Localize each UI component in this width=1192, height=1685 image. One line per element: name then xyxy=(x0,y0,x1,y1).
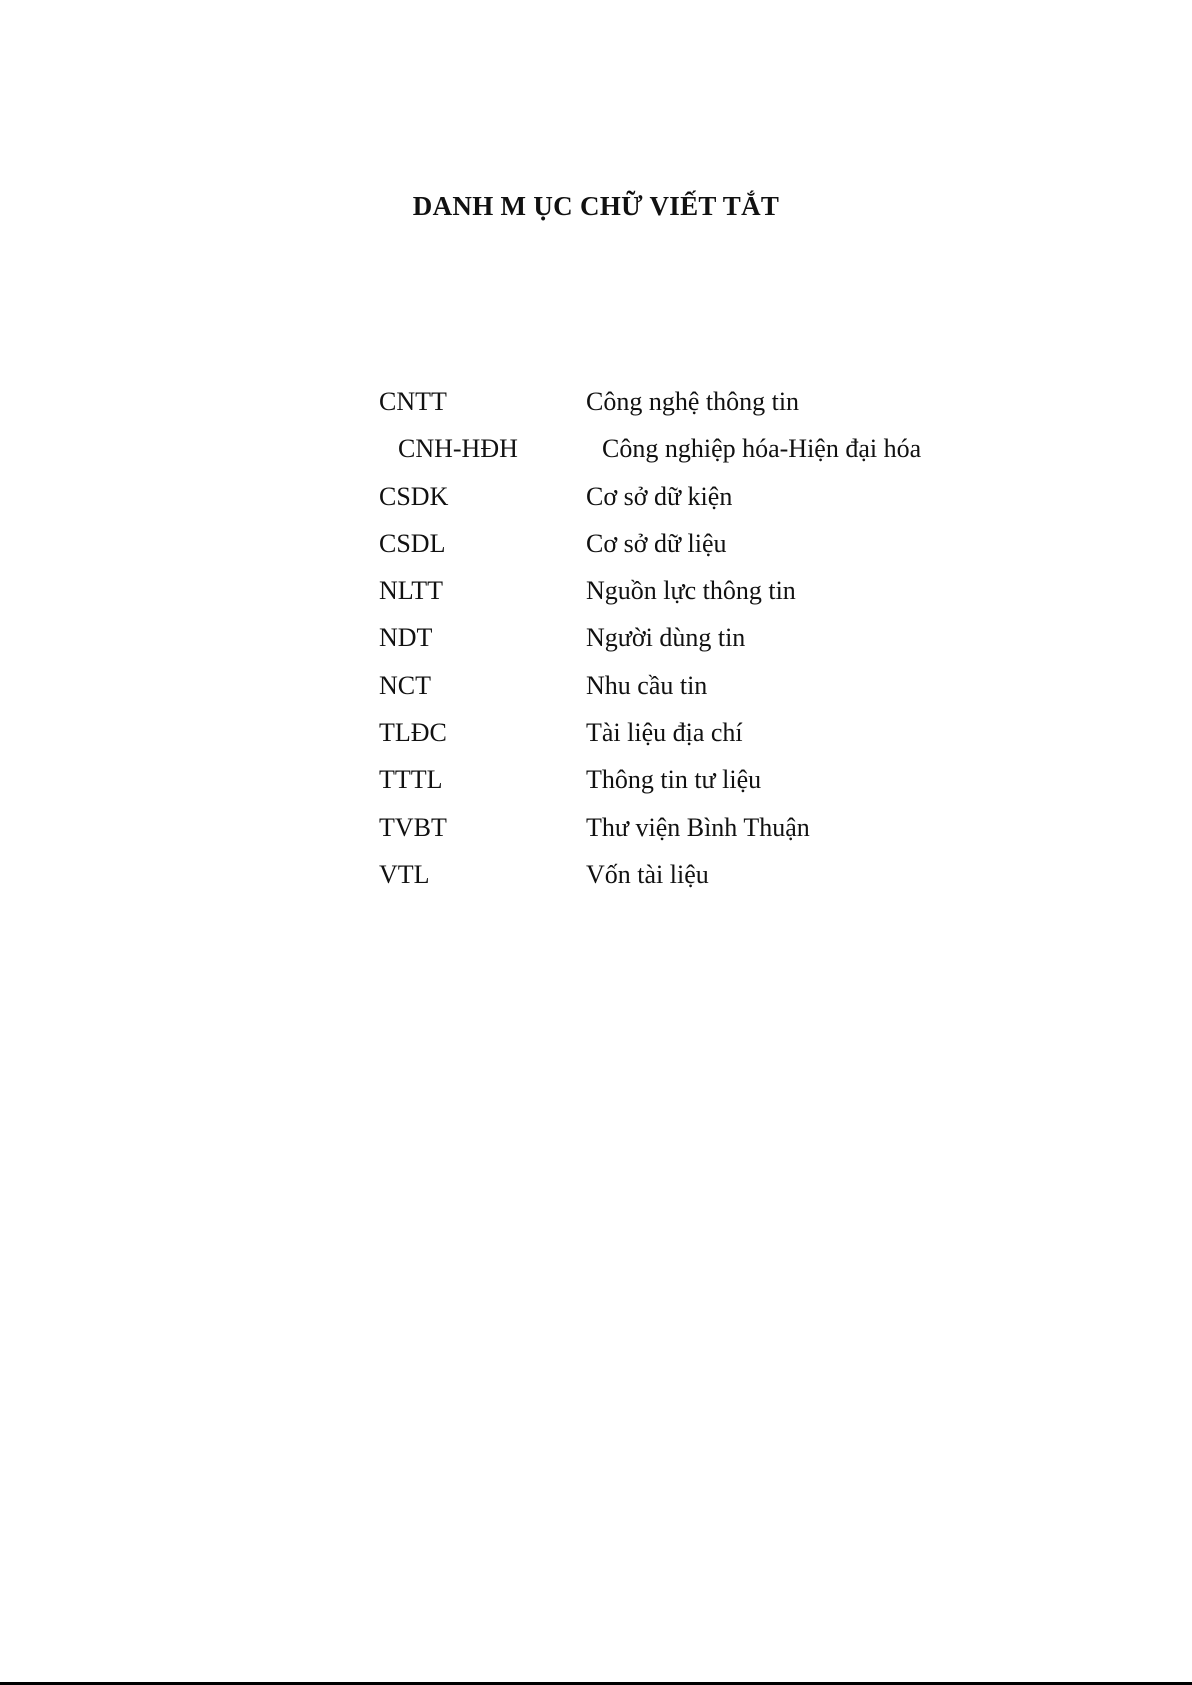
abbreviation-meaning: Cơ sở dữ kiện xyxy=(586,481,733,511)
abbreviation-row xyxy=(379,618,999,665)
abbreviation-row xyxy=(379,713,999,760)
abbreviation-code: CSDL xyxy=(379,528,446,558)
abbreviation-code: NLTT xyxy=(379,576,444,606)
abbreviation-row xyxy=(379,571,999,618)
abbreviation-meaning: Công nghệ thông tin xyxy=(586,387,800,416)
abbreviation-meaning: Tài liệu địa chí xyxy=(586,718,743,748)
page-title: DANH M ỤC CHỮ VIẾT TẮT xyxy=(412,191,780,221)
abbreviation-meaning: Nhu cầu tin xyxy=(586,670,708,700)
abbreviation-row xyxy=(379,477,999,524)
abbreviation-meaning: Cơ sở dữ liệu xyxy=(586,528,727,558)
abbreviation-meaning: Thông tin tư liệu xyxy=(586,765,762,795)
abbreviation-code: CNTT xyxy=(379,387,447,416)
abbreviation-code: VTL xyxy=(379,859,430,889)
abbreviation-row xyxy=(379,666,999,713)
abbreviation-code: TLĐC xyxy=(379,718,447,748)
abbreviation-meaning: Thư viện Bình Thuận xyxy=(586,812,810,842)
abbreviation-meaning: Công nghiệp hóa-Hiện đại hóa xyxy=(602,434,922,464)
abbreviation-code: TVBT xyxy=(379,812,447,842)
abbreviation-code: CNH-HĐH xyxy=(398,434,518,464)
abbreviation-meaning: Vốn tài liệu xyxy=(586,859,709,889)
abbreviation-row xyxy=(379,760,999,807)
abbreviation-row xyxy=(379,524,999,571)
abbreviation-meaning: Nguồn lực thông tin xyxy=(586,576,796,606)
abbreviation-code: CSDK xyxy=(379,481,449,511)
abbreviation-code: TTTL xyxy=(379,765,443,795)
abbreviation-row xyxy=(379,855,999,902)
abbreviation-row xyxy=(379,382,999,429)
abbreviation-meaning: Người dùng tin xyxy=(586,623,746,653)
abbreviation-row xyxy=(379,808,999,855)
abbreviation-list xyxy=(379,382,999,902)
abbreviation-code: NCT xyxy=(379,670,431,700)
abbreviation-code: NDT xyxy=(379,623,433,653)
abbreviation-row xyxy=(379,429,999,476)
